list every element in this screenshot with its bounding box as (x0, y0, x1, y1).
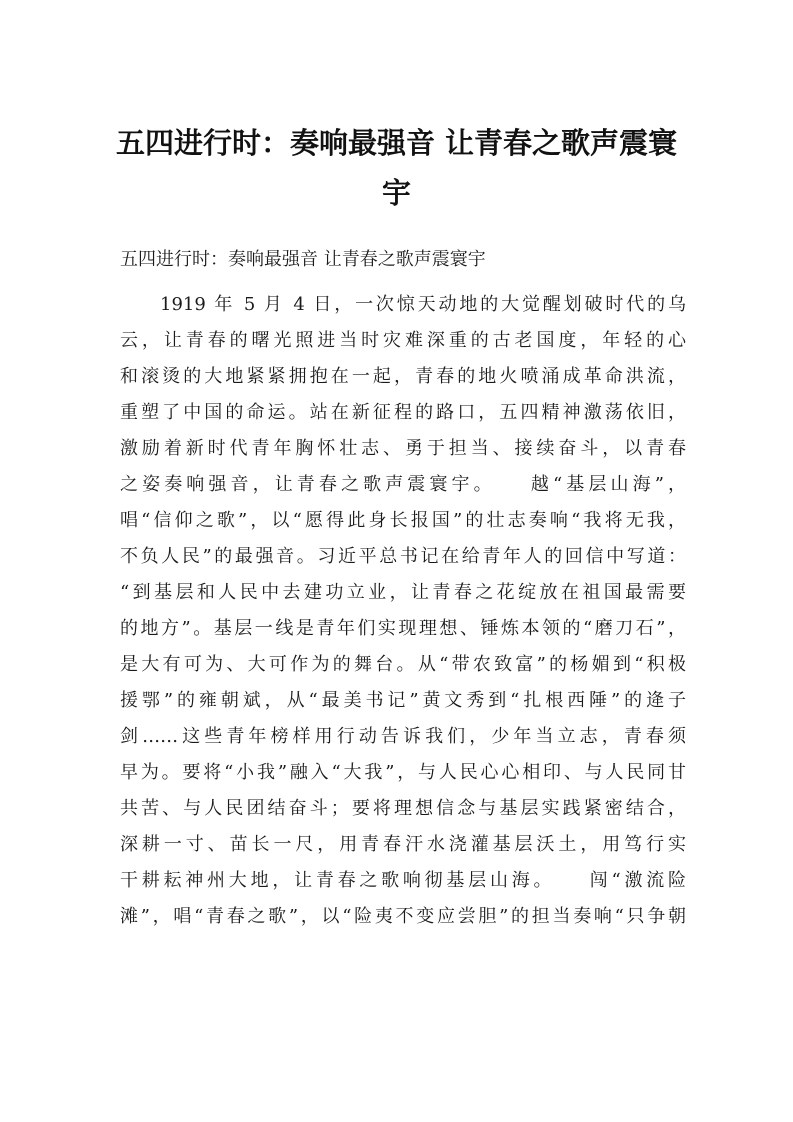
body-line: 援鄂”的雍朝斌，从“最美书记”黄文秀到“扎根西陲”的逄子 (120, 690, 686, 711)
body-line: 深耕一寸、苗长一尺，用青春汗水浇灌基层沃土，用笃行实 (120, 834, 686, 855)
body-line: 重塑了中国的命运。站在新征程的路口，五四精神激荡依旧， (120, 402, 686, 423)
body-line: 唱“信仰之歌”，以“愿得此身长报国”的壮志奏响“我将无我， (120, 510, 686, 531)
body-line: 是大有可为、大可作为的舞台。从“带农致富”的杨媚到“积极 (120, 654, 686, 675)
document-title: 五四进行时：奏响最强音 让青春之歌声震寰宇 (115, 126, 678, 210)
body-line: 干耕耘神州大地，让青春之歌响彻基层山海。 闯“激流险 (120, 870, 686, 891)
body-line: 早为。要将“小我”融入“大我”，与人民心心相印、与人民同甘 (120, 762, 686, 783)
body-line: 滩”，唱“青春之歌”，以“险夷不变应尝胆”的担当奏响“只争朝 (120, 906, 686, 927)
body-line: 激励着新时代青年胸怀壮志、勇于担当、接续奋斗，以青春 (120, 438, 686, 459)
body-line: 剑……这些青年榜样用行动告诉我们，少年当立志，青春须 (120, 726, 686, 747)
body-line: 1919 年 5 月 4 日，一次惊天动地的大觉醒划破时代的乌 (160, 294, 686, 315)
body-line: 云，让青春的曙光照进当时灾难深重的古老国度，年轻的心 (120, 330, 686, 351)
body-line: “到基层和人民中去建功立业，让青春之花绽放在祖国最需要 (120, 582, 686, 603)
body-line: 不负人民”的最强音。习近平总书记在给青年人的回信中写道： (120, 546, 686, 567)
body-line: 和滚烫的大地紧紧拥抱在一起，青春的地火喷涌成革命洪流， (120, 366, 686, 387)
document-body (120, 287, 686, 935)
body-line: 之姿奏响强音，让青春之歌声震寰宇。 越“基层山海”， (120, 474, 686, 495)
body-line: 共苦、与人民团结奋斗；要将理想信念与基层实践紧密结合， (120, 798, 686, 819)
body-line: 的地方”。基层一线是青年们实现理想、锤炼本领的“磨刀石”， (120, 618, 686, 639)
document-subtitle: 五四进行时：奏响最强音 让青春之歌声震寰宇 (120, 249, 486, 270)
